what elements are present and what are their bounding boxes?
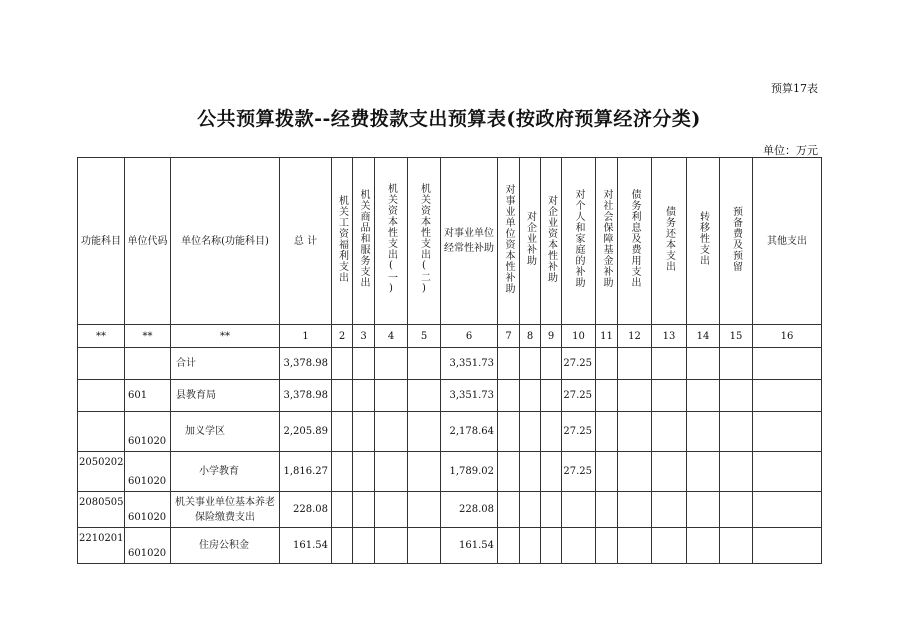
header-c7: 对事业单位资本性补助 [498, 158, 520, 325]
unit-name: 机关事业单位基本养老保险缴费支出 [171, 492, 280, 528]
unit-code: 601020 [125, 452, 171, 492]
index-cell: 11 [596, 325, 618, 348]
func-code [78, 412, 125, 452]
index-cell: 2 [332, 325, 353, 348]
index-cell: 1 [280, 325, 332, 348]
total-value: 3,378.98 [280, 380, 332, 412]
header-c11: 对社会保障基金补助 [596, 158, 618, 325]
header-c3: 机关商品和服务支出 [353, 158, 375, 325]
index-cell: 4 [375, 325, 408, 348]
table-row [78, 380, 822, 412]
header-name: 单位名称(功能科目) [171, 158, 280, 325]
header-c14: 转移性支出 [687, 158, 720, 325]
header-total: 总 计 [280, 158, 332, 325]
unit-name: 县教育局 [171, 380, 280, 412]
unit-label: 单位：万元 [763, 144, 818, 157]
total-value: 161.54 [280, 528, 332, 564]
index-cell: 10 [562, 325, 596, 348]
table-row [78, 348, 822, 380]
index-cell: 5 [408, 325, 441, 348]
c6-value: 161.54 [441, 528, 498, 564]
header-c2: 机关工资福利支出 [332, 158, 353, 325]
func-code: 2080505 [78, 492, 125, 528]
index-cell: 12 [618, 325, 652, 348]
header-c12: 债务利息及费用支出 [618, 158, 652, 325]
header-c10: 对个人和家庭的补助 [562, 158, 596, 325]
c6-value: 3,351.73 [441, 348, 498, 380]
header-c6: 对事业单位经常性补助 [441, 158, 498, 325]
c10-value [562, 528, 596, 564]
unit-name: 小学教育 [171, 452, 280, 492]
unit-name: 合计 [171, 348, 280, 380]
index-row [78, 325, 822, 348]
unit-code: 601020 [125, 492, 171, 528]
c10-value: 27.25 [562, 380, 596, 412]
header-c4: 机关资本性支出(一) [375, 158, 408, 325]
index-cell: 16 [753, 325, 822, 348]
index-cell: 6 [441, 325, 498, 348]
index-cell: 13 [652, 325, 687, 348]
header-func: 功能科目 [78, 158, 125, 325]
c6-value: 2,178.64 [441, 412, 498, 452]
func-code [78, 348, 125, 380]
index-cell: 15 [720, 325, 753, 348]
header-c13: 债务还本支出 [652, 158, 687, 325]
index-cell: 8 [520, 325, 541, 348]
index-cell: ** [125, 325, 171, 348]
index-cell: ** [171, 325, 280, 348]
header-c5: 机关资本性支出(二) [408, 158, 441, 325]
form-number: 预算17表 [771, 82, 818, 95]
header-c8: 对企业补助 [520, 158, 541, 325]
total-value: 1,816.27 [280, 452, 332, 492]
index-cell: 14 [687, 325, 720, 348]
unit-code: 601020 [125, 412, 171, 452]
page-title: 公共预算拨款--经费拨款支出预算表(按政府预算经济分类) [197, 108, 701, 130]
func-code: 2050202 [78, 452, 125, 492]
unit-name: 加义学区 [171, 412, 280, 452]
c10-value: 27.25 [562, 348, 596, 380]
func-code [78, 380, 125, 412]
budget-table [77, 157, 822, 564]
header-row [78, 158, 822, 325]
index-cell: 7 [498, 325, 520, 348]
unit-code: 601020 [125, 528, 171, 564]
index-cell: 9 [541, 325, 562, 348]
total-value: 228.08 [280, 492, 332, 528]
total-value: 2,205.89 [280, 412, 332, 452]
table-row [78, 528, 822, 564]
total-value: 3,378.98 [280, 348, 332, 380]
c6-value: 1,789.02 [441, 452, 498, 492]
unit-code [125, 348, 171, 380]
index-cell: ** [78, 325, 125, 348]
c10-value: 27.25 [562, 452, 596, 492]
header-code: 单位代码 [125, 158, 171, 325]
table-row [78, 412, 822, 452]
table-row [78, 492, 822, 528]
c6-value: 3,351.73 [441, 380, 498, 412]
c10-value: 27.25 [562, 412, 596, 452]
header-c15: 预备费及预留 [720, 158, 753, 325]
index-cell: 3 [353, 325, 375, 348]
c10-value [562, 492, 596, 528]
header-c16: 其他支出 [753, 158, 822, 325]
func-code: 2210201 [78, 528, 125, 564]
table-row [78, 452, 822, 492]
header-c9: 对企业资本性补助 [541, 158, 562, 325]
c6-value: 228.08 [441, 492, 498, 528]
unit-name: 住房公积金 [171, 528, 280, 564]
unit-code: 601 [125, 380, 171, 412]
